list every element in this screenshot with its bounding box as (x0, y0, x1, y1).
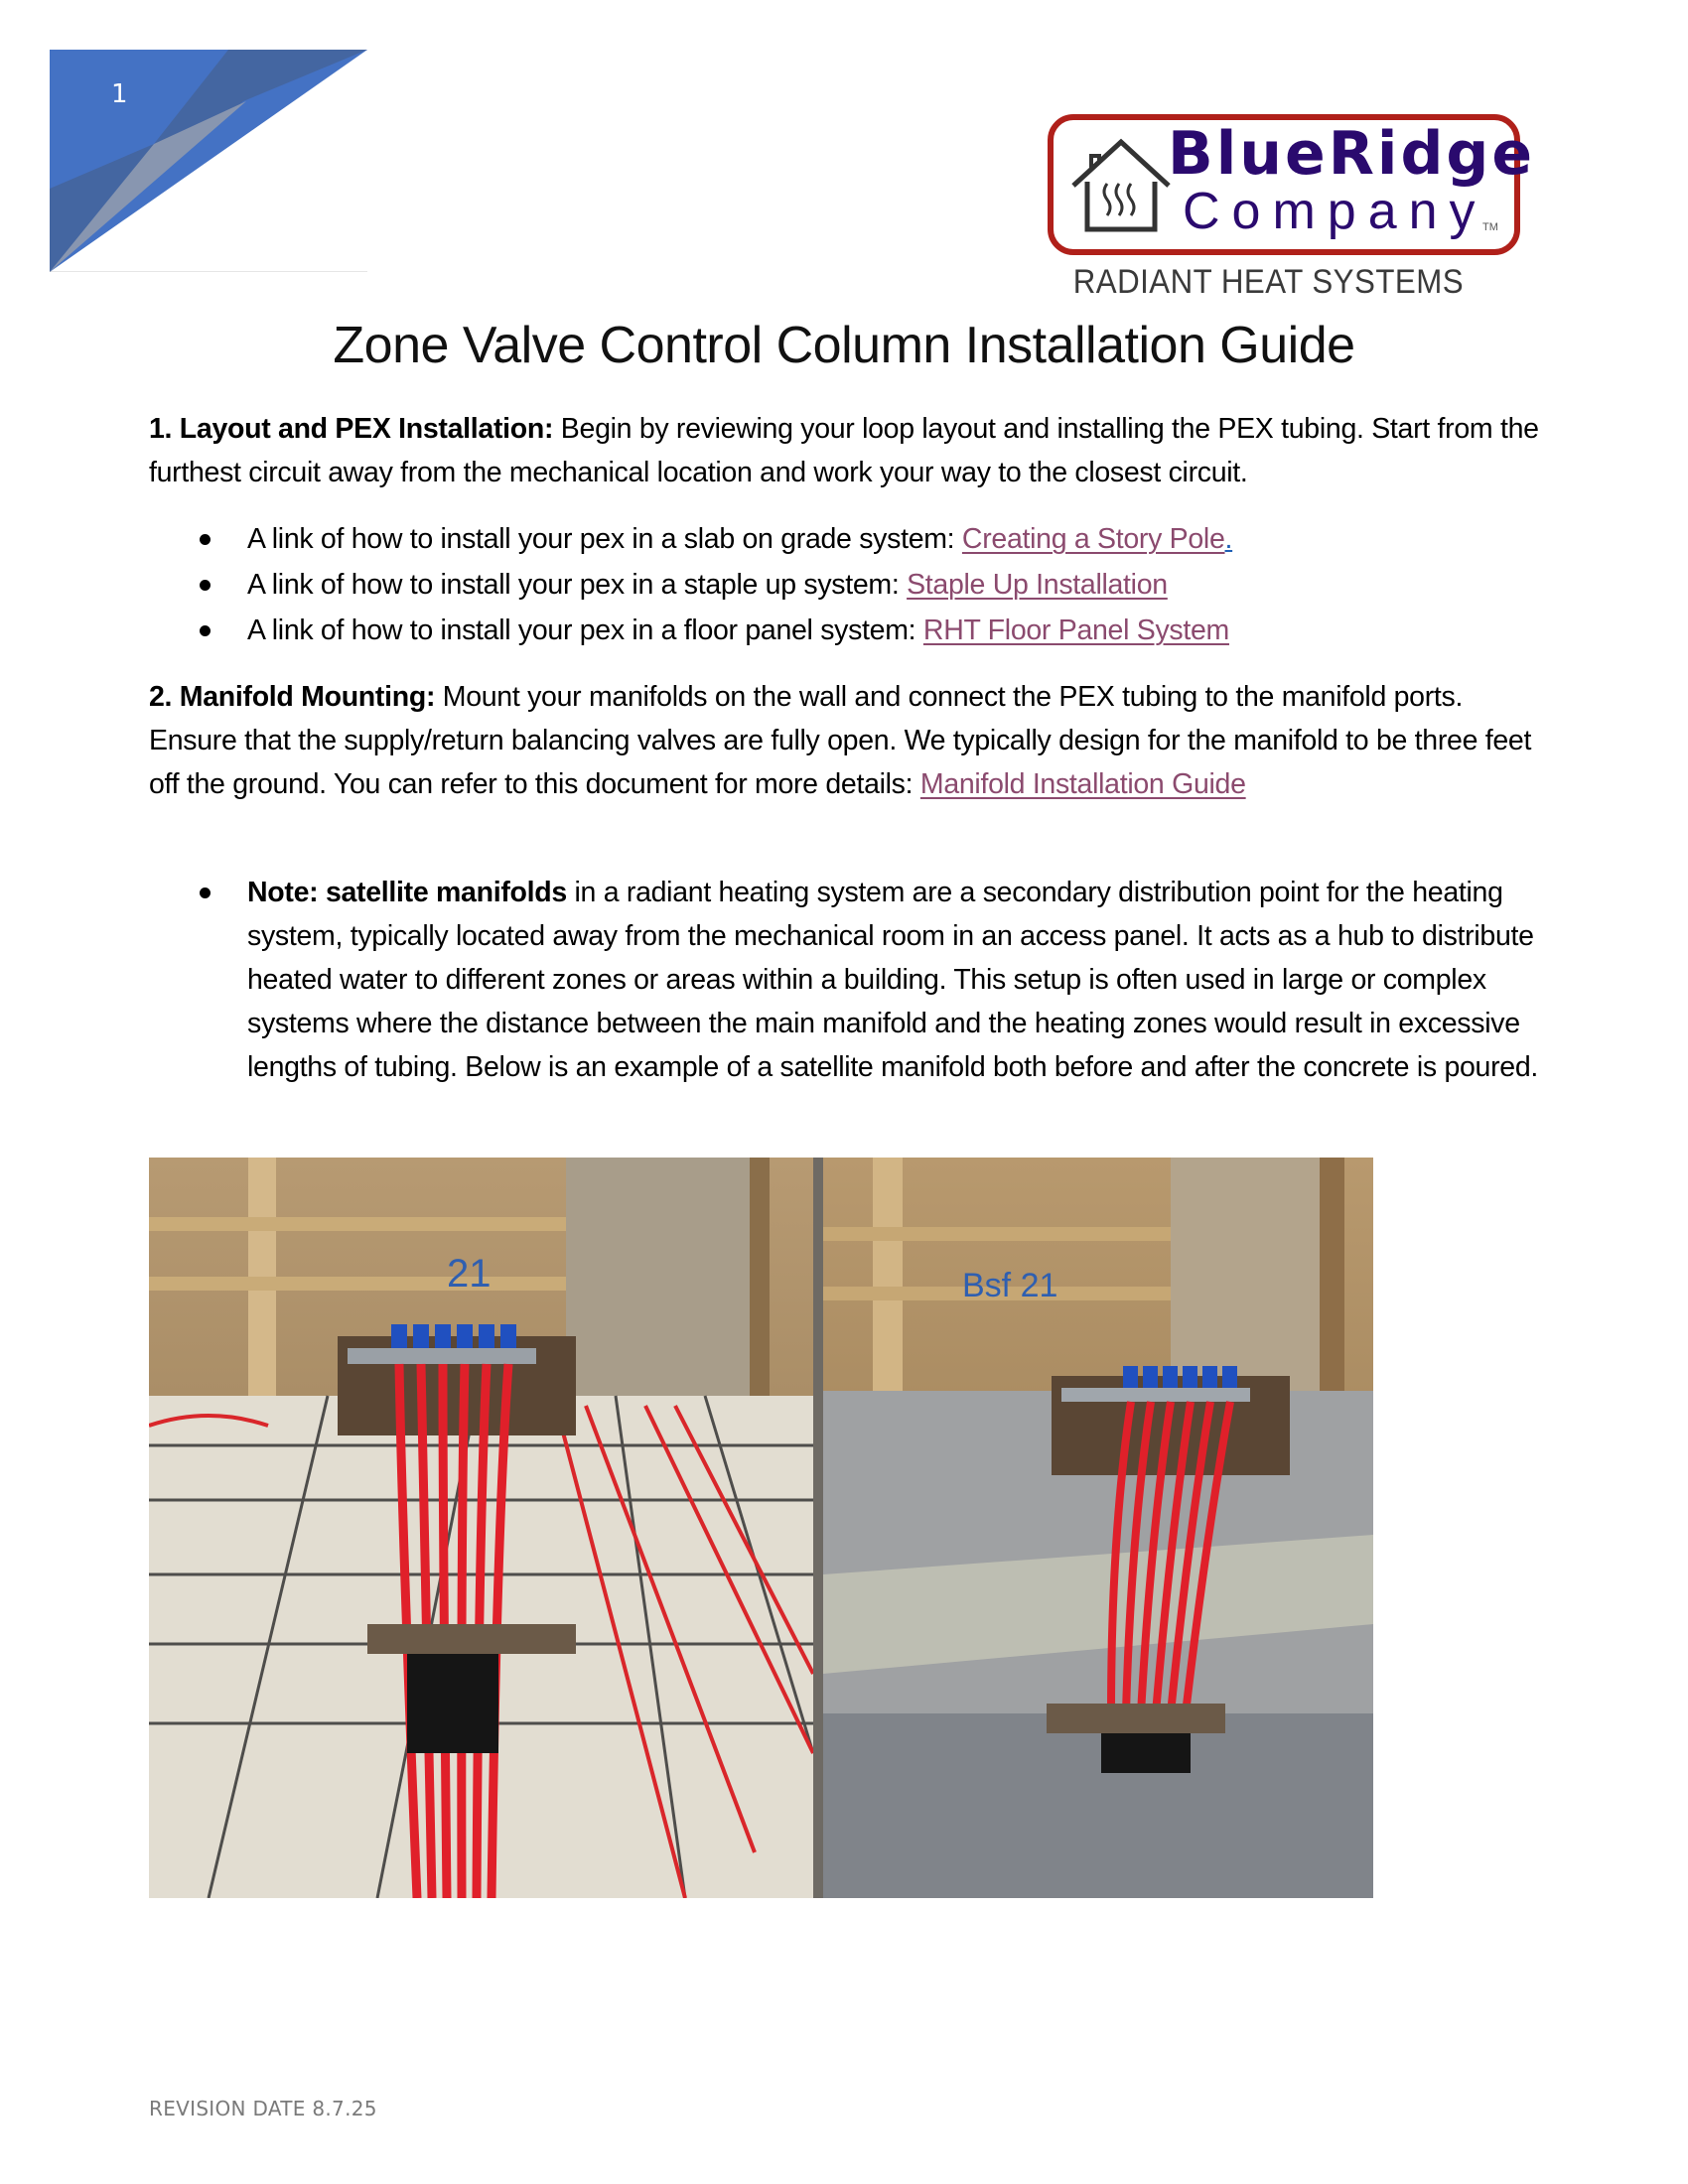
list-item (149, 516, 1539, 562)
satellite-manifold-note (149, 871, 1539, 1089)
staple-up-installation-link[interactable]: Staple Up Installation (907, 569, 1168, 601)
manifold-installation-guide-link[interactable]: Manifold Installation Guide (919, 768, 1246, 800)
section-1-text: Begin by reviewing your loop layout and installing the PEX tubing. Start from the furthest circuit away from the mechanical location and work your way to the closest circuit. (149, 413, 1539, 488)
rht-floor-panel-system-link[interactable]: RHT Floor Panel System (922, 614, 1229, 646)
list-item (149, 608, 1539, 653)
after-pour-illustration (813, 1158, 1373, 1898)
photo-after-concrete (813, 1158, 1373, 1898)
revision-date: REVISION DATE 8.7.25 (149, 2097, 377, 2120)
logo-brand-name: BlueRidge (1168, 119, 1536, 189)
logo-brand-company: Company (1183, 183, 1487, 240)
section-2-paragraph (149, 675, 1539, 806)
svg-text:Bsf 21: Bsf 21 (962, 1267, 1058, 1304)
corner-triangles-graphic (50, 50, 367, 272)
house-heat-icon (1069, 134, 1173, 237)
logo-tagline: RADIANT HEAT SYSTEMS (1072, 263, 1465, 301)
manifold-photos (149, 1158, 1373, 1898)
section-2-note-list (149, 871, 1539, 1089)
company-logo (1048, 114, 1536, 303)
page-number: 1 (111, 79, 128, 109)
logo-border-box (1048, 114, 1536, 255)
section-2-text: Mount your manifolds on the wall and connect the PEX tubing to the manifold ports. Ensure that the supply/return balancing valves are fully open. We typically design for the manifold to be three feet off the ground. You can refer to this document for more details: (149, 681, 1532, 800)
section-1-heading: 1. Layout and PEX Installation: (149, 413, 554, 445)
bullet-text: A link of how to install your pex in a slab on grade system: (247, 523, 962, 555)
section-1-bullet-list (149, 516, 1539, 653)
before-pour-illustration (149, 1158, 813, 1898)
link-period: . (1224, 523, 1233, 555)
page-title: Zone Valve Control Column Installation Guide (333, 317, 1355, 374)
bullet-text: A link of how to install your pex in a floor panel system: (247, 614, 923, 646)
section-2-heading: 2. Manifold Mounting: (149, 681, 436, 713)
logo-trademark: TM (1482, 221, 1498, 233)
bullet-text: A link of how to install your pex in a staple up system: (247, 569, 908, 601)
note-heading: Note: satellite manifolds (247, 877, 567, 908)
svg-text:21: 21 (447, 1252, 492, 1296)
section-1-paragraph (149, 407, 1539, 494)
note-text: in a radiant heating system are a secondary distribution point for the heating system, typically located away from the mechanical room in an access panel. It acts as a hub to distribute heated water to different zones or areas within a building. This setup is often used in large or complex systems where the distance between the main manifold and the heating zones would result in excessive lengths of tubing. Below is an example of a satellite manifold both before and after the concrete is poured. (247, 877, 1539, 1083)
photo-before-concrete (149, 1158, 813, 1898)
corner-decoration (50, 50, 367, 272)
creating-story-pole-link[interactable]: Creating a Story Pole (961, 523, 1225, 555)
list-item (149, 562, 1539, 608)
